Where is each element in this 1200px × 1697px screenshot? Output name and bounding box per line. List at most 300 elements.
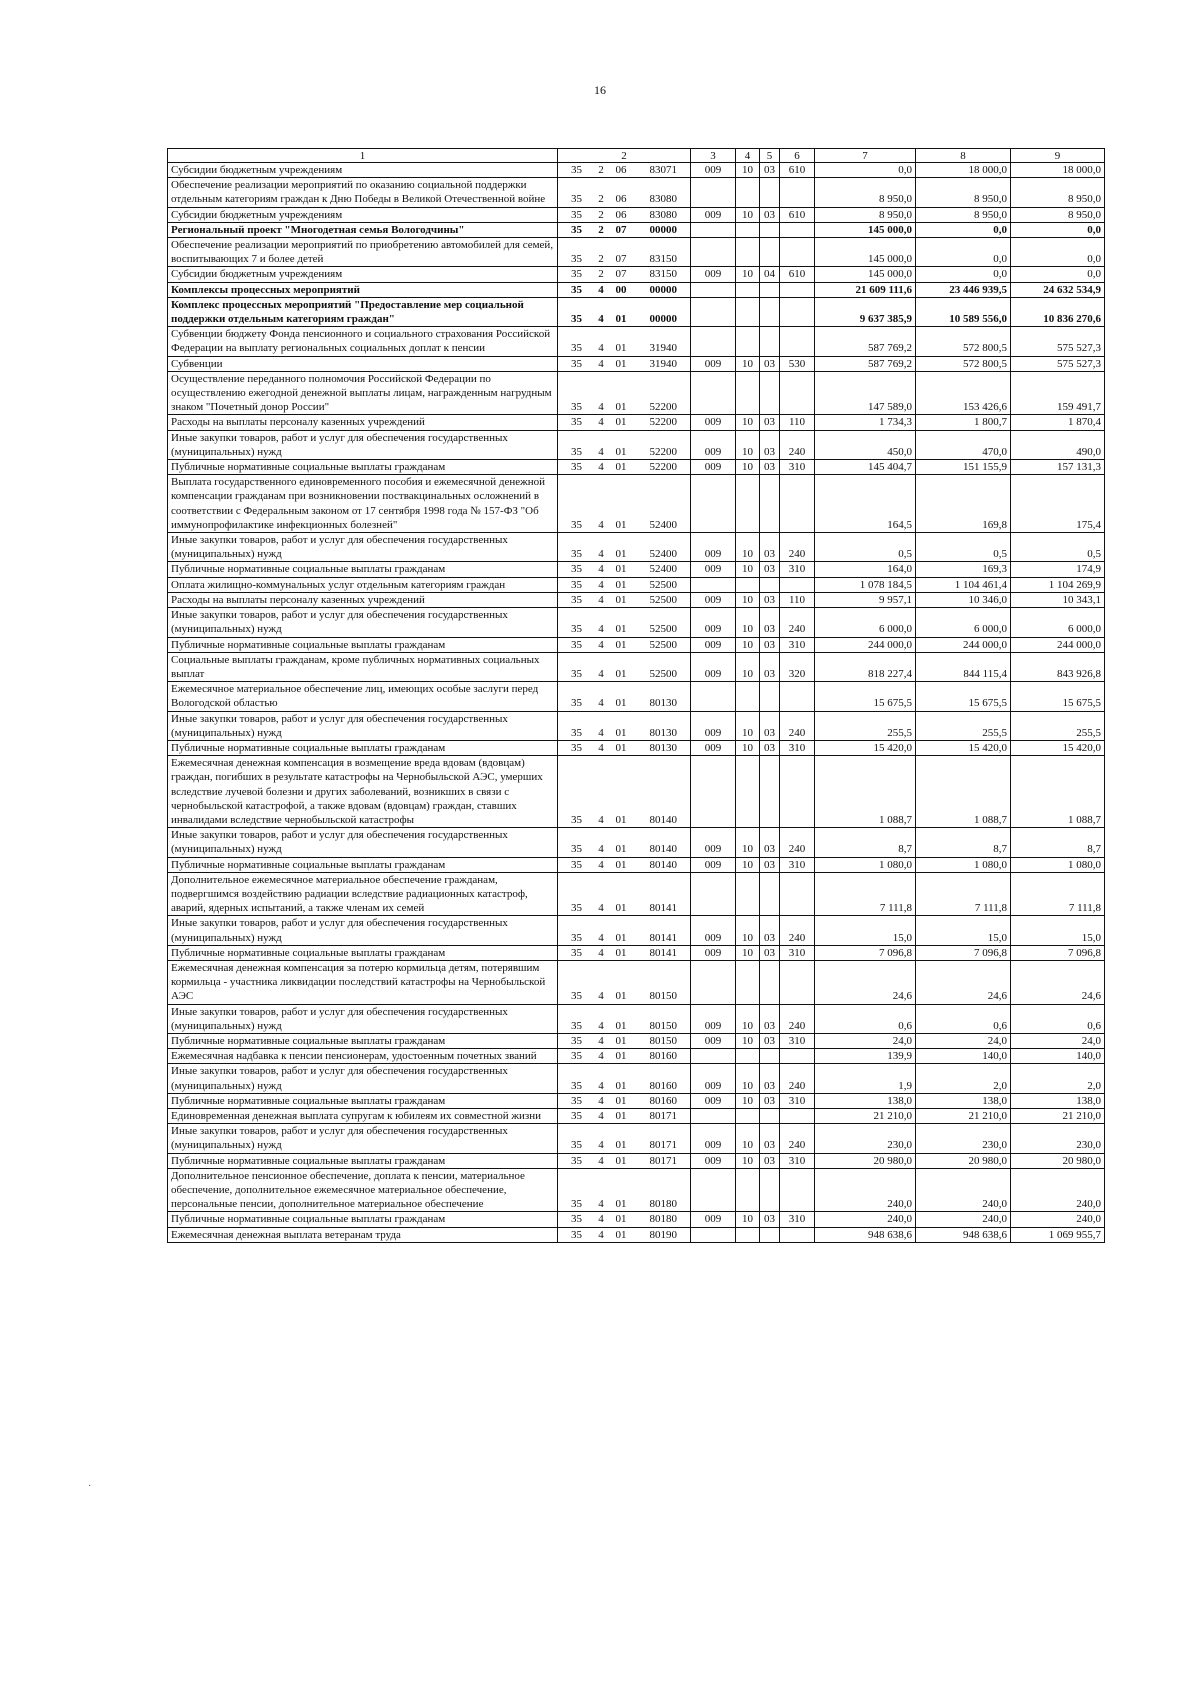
code-part-3: 01 xyxy=(615,946,627,959)
code-part-2: 4 xyxy=(598,445,604,458)
row-amount-col7: 230,0 xyxy=(815,1124,916,1153)
row-amount-col8: 20 980,0 xyxy=(916,1153,1011,1168)
row-section xyxy=(736,178,760,207)
row-name: Иные закупки товаров, работ и услуг для обеспечения государственных (муниципальных) нужд xyxy=(168,1004,558,1033)
table-row xyxy=(168,207,1105,222)
row-ministry-code xyxy=(691,371,736,415)
row-amount-col7: 24,6 xyxy=(815,960,916,1004)
row-amount-col9: 843 926,8 xyxy=(1011,652,1105,681)
row-subsection: 03 xyxy=(760,828,780,857)
row-amount-col9: 0,0 xyxy=(1011,222,1105,237)
row-expense-type xyxy=(780,960,815,1004)
row-amount-col8: 240,0 xyxy=(916,1212,1011,1227)
row-section xyxy=(736,475,760,533)
row-name: Иные закупки товаров, работ и услуг для обеспечения государственных (муниципальных) нужд xyxy=(168,430,558,459)
table-row xyxy=(168,282,1105,297)
row-amount-col7: 164,5 xyxy=(815,475,916,533)
row-amount-col9: 240,0 xyxy=(1011,1212,1105,1227)
code-part-3: 01 xyxy=(615,401,627,414)
row-section: 10 xyxy=(736,711,760,740)
row-ministry-code: 009 xyxy=(691,163,736,178)
row-ministry-code: 009 xyxy=(691,1124,736,1153)
row-name: Ежемесячное материальное обеспечение лиц, имеющих особые заслуги перед Вологодской областью xyxy=(168,682,558,711)
row-name: Комплекс процессных мероприятий "Предоставление мер социальной поддержки отдельным категориям граждан" xyxy=(168,297,558,326)
row-amount-col7: 0,0 xyxy=(815,163,916,178)
row-amount-col9: 0,5 xyxy=(1011,533,1105,562)
row-section: 10 xyxy=(736,460,760,475)
code-part-1: 35 xyxy=(571,253,582,266)
row-section xyxy=(736,872,760,916)
row-amount-col9: 0,0 xyxy=(1011,238,1105,267)
row-amount-col8: 10 589 556,0 xyxy=(916,297,1011,326)
code-part-4: 80180 xyxy=(649,1198,677,1211)
row-amount-col7: 7 096,8 xyxy=(815,945,916,960)
row-target-code xyxy=(558,356,691,371)
row-ministry-code: 009 xyxy=(691,562,736,577)
row-amount-col8: 1 800,7 xyxy=(916,415,1011,430)
row-amount-col7: 1 734,3 xyxy=(815,415,916,430)
row-name: Дополнительное пенсионное обеспечение, доплата к пенсии, материальное обеспечение, дополнительное ежемесячное материальное обеспечение, персональные пенсии, дополнительное материальное обеспечение xyxy=(168,1168,558,1212)
code-part-3: 01 xyxy=(615,461,627,474)
row-target-code xyxy=(558,872,691,916)
row-section: 10 xyxy=(736,415,760,430)
row-section: 10 xyxy=(736,533,760,562)
row-expense-type xyxy=(780,222,815,237)
row-ministry-code: 009 xyxy=(691,460,736,475)
row-section: 10 xyxy=(736,945,760,960)
row-ministry-code xyxy=(691,327,736,356)
row-name: Комплексы процессных мероприятий xyxy=(168,282,558,297)
code-part-3: 01 xyxy=(615,578,627,591)
row-subsection: 03 xyxy=(760,533,780,562)
row-subsection: 03 xyxy=(760,637,780,652)
row-amount-col9: 20 980,0 xyxy=(1011,1153,1105,1168)
row-subsection: 03 xyxy=(760,415,780,430)
row-section xyxy=(736,238,760,267)
row-ministry-code: 009 xyxy=(691,1004,736,1033)
row-target-code xyxy=(558,163,691,178)
code-part-4: 80130 xyxy=(649,697,677,710)
row-section: 10 xyxy=(736,356,760,371)
code-part-1: 35 xyxy=(571,357,582,370)
row-amount-col9: 175,4 xyxy=(1011,475,1105,533)
code-part-4: 52500 xyxy=(649,667,677,680)
row-target-code xyxy=(558,1153,691,1168)
row-name: Обеспечение реализации мероприятий по приобретению автомобилей для семей, воспитывающих 7 и более детей xyxy=(168,238,558,267)
table-row xyxy=(168,460,1105,475)
row-subsection xyxy=(760,756,780,828)
row-target-code xyxy=(558,475,691,533)
code-part-2: 4 xyxy=(598,1110,604,1122)
table-row xyxy=(168,1093,1105,1108)
code-part-3: 01 xyxy=(615,563,627,576)
row-ministry-code xyxy=(691,178,736,207)
row-subsection: 03 xyxy=(760,1004,780,1033)
row-amount-col7: 7 111,8 xyxy=(815,872,916,916)
code-part-1: 35 xyxy=(571,193,582,206)
row-subsection: 03 xyxy=(760,460,780,475)
row-subsection xyxy=(760,1109,780,1124)
header-cell-1: 1 xyxy=(168,149,558,163)
code-part-3: 01 xyxy=(615,623,627,636)
row-amount-col9: 575 527,3 xyxy=(1011,327,1105,356)
row-ministry-code: 009 xyxy=(691,916,736,945)
code-part-4: 83150 xyxy=(649,253,677,266)
row-amount-col8: 24,6 xyxy=(916,960,1011,1004)
row-amount-col9: 18 000,0 xyxy=(1011,163,1105,178)
row-amount-col9: 244 000,0 xyxy=(1011,637,1105,652)
row-target-code xyxy=(558,1033,691,1048)
row-amount-col7: 145 404,7 xyxy=(815,460,916,475)
code-part-2: 2 xyxy=(598,223,604,236)
row-name: Выплата государственного единовременного пособия и ежемесячной денежной компенсации гражданам при возникновении поствакцинальных осложнений в соответствии с Федеральным законом от 17 сентября 1998 года № 157-ФЗ "Об иммунопрофилактике инфекционных болезней" xyxy=(168,475,558,533)
row-target-code xyxy=(558,267,691,282)
table-header-row xyxy=(168,149,1105,163)
row-section: 10 xyxy=(736,916,760,945)
code-part-2: 2 xyxy=(598,208,604,221)
row-target-code xyxy=(558,1004,691,1033)
row-name: Иные закупки товаров, работ и услуг для обеспечения государственных (муниципальных) нужд xyxy=(168,533,558,562)
code-part-4: 80150 xyxy=(649,1034,677,1047)
row-name: Осуществление переданного полномочия Российской Федерации по осуществлению ежегодной денежной выплаты лицам, награжденным нагрудным знаком "Почетный донор России" xyxy=(168,371,558,415)
row-amount-col7: 818 227,4 xyxy=(815,652,916,681)
row-amount-col8: 2,0 xyxy=(916,1064,1011,1093)
row-target-code xyxy=(558,282,691,297)
row-ministry-code xyxy=(691,1109,736,1124)
row-name: Иные закупки товаров, работ и услуг для обеспечения государственных (муниципальных) нужд xyxy=(168,916,558,945)
row-ministry-code: 009 xyxy=(691,857,736,872)
code-part-1: 35 xyxy=(571,726,582,739)
row-subsection: 03 xyxy=(760,740,780,755)
row-ministry-code xyxy=(691,297,736,326)
code-part-1: 35 xyxy=(571,667,582,680)
code-part-1: 35 xyxy=(571,1139,582,1152)
code-part-1: 35 xyxy=(571,1110,582,1122)
table-row xyxy=(168,1004,1105,1033)
code-part-3: 01 xyxy=(615,1079,627,1092)
code-part-4: 52500 xyxy=(649,593,677,606)
code-part-3: 01 xyxy=(615,697,627,710)
code-part-3: 01 xyxy=(615,342,627,355)
row-amount-col7: 15 420,0 xyxy=(815,740,916,755)
table-row xyxy=(168,945,1105,960)
row-amount-col9: 24,0 xyxy=(1011,1033,1105,1048)
row-name: Публичные нормативные социальные выплаты гражданам xyxy=(168,857,558,872)
row-section: 10 xyxy=(736,267,760,282)
code-part-2: 4 xyxy=(598,1198,604,1211)
row-expense-type: 320 xyxy=(780,652,815,681)
row-subsection: 03 xyxy=(760,1153,780,1168)
row-name: Субвенции xyxy=(168,356,558,371)
code-part-1: 35 xyxy=(571,1079,582,1092)
table-row xyxy=(168,1168,1105,1212)
row-ministry-code: 009 xyxy=(691,533,736,562)
row-amount-col7: 587 769,2 xyxy=(815,327,916,356)
row-amount-col7: 24,0 xyxy=(815,1033,916,1048)
row-section: 10 xyxy=(736,1153,760,1168)
row-target-code xyxy=(558,916,691,945)
row-target-code xyxy=(558,1049,691,1064)
row-amount-col9: 2,0 xyxy=(1011,1064,1105,1093)
row-target-code xyxy=(558,297,691,326)
row-subsection xyxy=(760,872,780,916)
row-amount-col8: 1 088,7 xyxy=(916,756,1011,828)
code-part-1: 35 xyxy=(571,1154,582,1167)
code-part-1: 35 xyxy=(571,946,582,959)
code-part-4: 00000 xyxy=(649,313,677,326)
code-part-2: 4 xyxy=(598,1079,604,1092)
table-row xyxy=(168,682,1105,711)
row-amount-col7: 138,0 xyxy=(815,1093,916,1108)
code-part-1: 35 xyxy=(571,741,582,754)
row-amount-col9: 140,0 xyxy=(1011,1049,1105,1064)
code-part-2: 4 xyxy=(598,416,604,429)
code-part-3: 06 xyxy=(615,164,627,176)
row-amount-col9: 1 080,0 xyxy=(1011,857,1105,872)
code-part-4: 80150 xyxy=(649,990,677,1003)
code-part-3: 01 xyxy=(615,638,627,651)
code-part-2: 4 xyxy=(598,342,604,355)
row-expense-type xyxy=(780,475,815,533)
row-target-code xyxy=(558,637,691,652)
code-part-1: 35 xyxy=(571,578,582,591)
row-target-code xyxy=(558,327,691,356)
header-cell-7: 7 xyxy=(815,149,916,163)
row-amount-col8: 255,5 xyxy=(916,711,1011,740)
row-ministry-code xyxy=(691,475,736,533)
row-expense-type xyxy=(780,1227,815,1242)
row-section xyxy=(736,1049,760,1064)
row-subsection: 03 xyxy=(760,430,780,459)
code-part-3: 07 xyxy=(615,268,627,281)
code-part-2: 4 xyxy=(598,1154,604,1167)
code-part-4: 52400 xyxy=(649,518,677,531)
row-amount-col7: 8,7 xyxy=(815,828,916,857)
row-name: Субсидии бюджетным учреждениям xyxy=(168,163,558,178)
row-expense-type xyxy=(780,872,815,916)
table-row xyxy=(168,592,1105,607)
row-subsection xyxy=(760,1049,780,1064)
budget-table xyxy=(167,148,1105,1243)
row-target-code xyxy=(558,1109,691,1124)
row-subsection xyxy=(760,222,780,237)
row-name: Публичные нормативные социальные выплаты гражданам xyxy=(168,1033,558,1048)
code-part-4: 31940 xyxy=(649,342,677,355)
row-ministry-code: 009 xyxy=(691,267,736,282)
row-amount-col8: 18 000,0 xyxy=(916,163,1011,178)
row-amount-col8: 7 111,8 xyxy=(916,872,1011,916)
code-part-4: 52500 xyxy=(649,578,677,591)
code-part-4: 80160 xyxy=(649,1079,677,1092)
code-part-1: 35 xyxy=(571,283,582,296)
row-ministry-code xyxy=(691,1227,736,1242)
row-target-code xyxy=(558,1093,691,1108)
row-amount-col9: 7 111,8 xyxy=(1011,872,1105,916)
row-amount-col8: 15 420,0 xyxy=(916,740,1011,755)
row-amount-col9: 255,5 xyxy=(1011,711,1105,740)
header-cell-6: 6 xyxy=(780,149,815,163)
code-part-2: 4 xyxy=(598,313,604,326)
row-ministry-code xyxy=(691,756,736,828)
code-part-3: 01 xyxy=(615,1198,627,1211)
table-row xyxy=(168,916,1105,945)
code-part-2: 4 xyxy=(598,697,604,710)
row-amount-col7: 139,9 xyxy=(815,1049,916,1064)
row-target-code xyxy=(558,608,691,637)
row-amount-col8: 151 155,9 xyxy=(916,460,1011,475)
row-amount-col8: 230,0 xyxy=(916,1124,1011,1153)
row-expense-type xyxy=(780,297,815,326)
code-part-2: 4 xyxy=(598,946,604,959)
code-part-1: 35 xyxy=(571,902,582,915)
row-name: Публичные нормативные социальные выплаты гражданам xyxy=(168,562,558,577)
row-amount-col8: 8,7 xyxy=(916,828,1011,857)
row-amount-col8: 948 638,6 xyxy=(916,1227,1011,1242)
row-target-code xyxy=(558,207,691,222)
row-amount-col7: 587 769,2 xyxy=(815,356,916,371)
table-row xyxy=(168,1124,1105,1153)
row-section: 10 xyxy=(736,1093,760,1108)
code-part-2: 4 xyxy=(598,357,604,370)
row-target-code xyxy=(558,1212,691,1227)
row-section xyxy=(736,960,760,1004)
row-expense-type: 110 xyxy=(780,415,815,430)
code-part-1: 35 xyxy=(571,1198,582,1211)
row-name: Единовременная денежная выплата супругам к юбилеям их совместной жизни xyxy=(168,1109,558,1124)
table-row xyxy=(168,637,1105,652)
header-cell-5: 5 xyxy=(760,149,780,163)
code-part-4: 80180 xyxy=(649,1213,677,1226)
row-subsection xyxy=(760,577,780,592)
code-part-4: 00000 xyxy=(649,223,677,236)
code-part-1: 35 xyxy=(571,813,582,826)
code-part-2: 4 xyxy=(598,1050,604,1063)
row-amount-col7: 1 088,7 xyxy=(815,756,916,828)
row-name: Ежемесячная денежная выплата ветеранам труда xyxy=(168,1227,558,1242)
code-part-2: 2 xyxy=(598,253,604,266)
row-target-code xyxy=(558,857,691,872)
header-cell-9: 9 xyxy=(1011,149,1105,163)
row-expense-type xyxy=(780,282,815,297)
row-section: 10 xyxy=(736,828,760,857)
row-amount-col9: 1 870,4 xyxy=(1011,415,1105,430)
row-expense-type: 310 xyxy=(780,1153,815,1168)
code-part-2: 4 xyxy=(598,990,604,1003)
header-cell-4: 4 xyxy=(736,149,760,163)
row-amount-col8: 0,0 xyxy=(916,267,1011,282)
header-cell-3: 3 xyxy=(691,149,736,163)
row-amount-col7: 240,0 xyxy=(815,1212,916,1227)
row-amount-col8: 153 426,6 xyxy=(916,371,1011,415)
row-expense-type: 110 xyxy=(780,592,815,607)
table-row xyxy=(168,163,1105,178)
code-part-1: 35 xyxy=(571,342,582,355)
row-section: 10 xyxy=(736,163,760,178)
code-part-1: 35 xyxy=(571,1019,582,1032)
table-row xyxy=(168,1064,1105,1093)
code-part-2: 2 xyxy=(598,164,604,176)
row-amount-col9: 1 069 955,7 xyxy=(1011,1227,1105,1242)
row-section xyxy=(736,1109,760,1124)
row-target-code xyxy=(558,960,691,1004)
row-expense-type: 310 xyxy=(780,857,815,872)
row-name: Оплата жилищно-коммунальных услуг отдельным категориям граждан xyxy=(168,577,558,592)
row-ministry-code: 009 xyxy=(691,711,736,740)
row-amount-col8: 6 000,0 xyxy=(916,608,1011,637)
row-amount-col8: 169,8 xyxy=(916,475,1011,533)
table-row xyxy=(168,1049,1105,1064)
row-expense-type: 240 xyxy=(780,828,815,857)
table-row xyxy=(168,577,1105,592)
row-amount-col9: 0,6 xyxy=(1011,1004,1105,1033)
code-part-2: 4 xyxy=(598,593,604,606)
table-row xyxy=(168,740,1105,755)
code-part-1: 35 xyxy=(571,208,582,221)
row-amount-col9: 8 950,0 xyxy=(1011,178,1105,207)
row-amount-col7: 1 078 184,5 xyxy=(815,577,916,592)
row-subsection: 04 xyxy=(760,267,780,282)
code-part-4: 80140 xyxy=(649,843,677,856)
row-name: Иные закупки товаров, работ и услуг для обеспечения государственных (муниципальных) нужд xyxy=(168,1124,558,1153)
code-part-4: 80160 xyxy=(649,1050,677,1063)
row-amount-col8: 24,0 xyxy=(916,1033,1011,1048)
code-part-1: 35 xyxy=(571,445,582,458)
table-row xyxy=(168,1212,1105,1227)
code-part-1: 35 xyxy=(571,1213,582,1226)
row-subsection xyxy=(760,960,780,1004)
row-expense-type: 310 xyxy=(780,562,815,577)
code-part-2: 4 xyxy=(598,548,604,561)
row-expense-type xyxy=(780,178,815,207)
row-amount-col7: 15 675,5 xyxy=(815,682,916,711)
row-ministry-code xyxy=(691,872,736,916)
row-target-code xyxy=(558,828,691,857)
code-part-2: 4 xyxy=(598,518,604,531)
row-ministry-code: 009 xyxy=(691,1093,736,1108)
row-subsection: 03 xyxy=(760,1064,780,1093)
code-part-4: 80150 xyxy=(649,1019,677,1032)
row-amount-col7: 21 609 111,6 xyxy=(815,282,916,297)
row-amount-col9: 240,0 xyxy=(1011,1168,1105,1212)
code-part-4: 80171 xyxy=(649,1154,677,1167)
row-amount-col9: 10 343,1 xyxy=(1011,592,1105,607)
code-part-3: 01 xyxy=(615,1034,627,1047)
row-expense-type: 310 xyxy=(780,637,815,652)
row-ministry-code xyxy=(691,1168,736,1212)
row-ministry-code xyxy=(691,1049,736,1064)
row-amount-col7: 450,0 xyxy=(815,430,916,459)
row-section xyxy=(736,297,760,326)
row-subsection: 03 xyxy=(760,356,780,371)
row-amount-col9: 174,9 xyxy=(1011,562,1105,577)
code-part-3: 01 xyxy=(615,445,627,458)
row-section: 10 xyxy=(736,652,760,681)
row-ministry-code: 009 xyxy=(691,1212,736,1227)
row-amount-col7: 9 637 385,9 xyxy=(815,297,916,326)
row-amount-col9: 575 527,3 xyxy=(1011,356,1105,371)
row-subsection: 03 xyxy=(760,857,780,872)
code-part-3: 07 xyxy=(615,253,627,266)
row-name: Субсидии бюджетным учреждениям xyxy=(168,267,558,282)
code-part-3: 01 xyxy=(615,1019,627,1032)
row-expense-type: 240 xyxy=(780,1004,815,1033)
row-amount-col9: 21 210,0 xyxy=(1011,1109,1105,1124)
row-subsection: 03 xyxy=(760,207,780,222)
row-subsection xyxy=(760,238,780,267)
row-ministry-code: 009 xyxy=(691,945,736,960)
code-part-1: 35 xyxy=(571,563,582,576)
row-section xyxy=(736,1227,760,1242)
